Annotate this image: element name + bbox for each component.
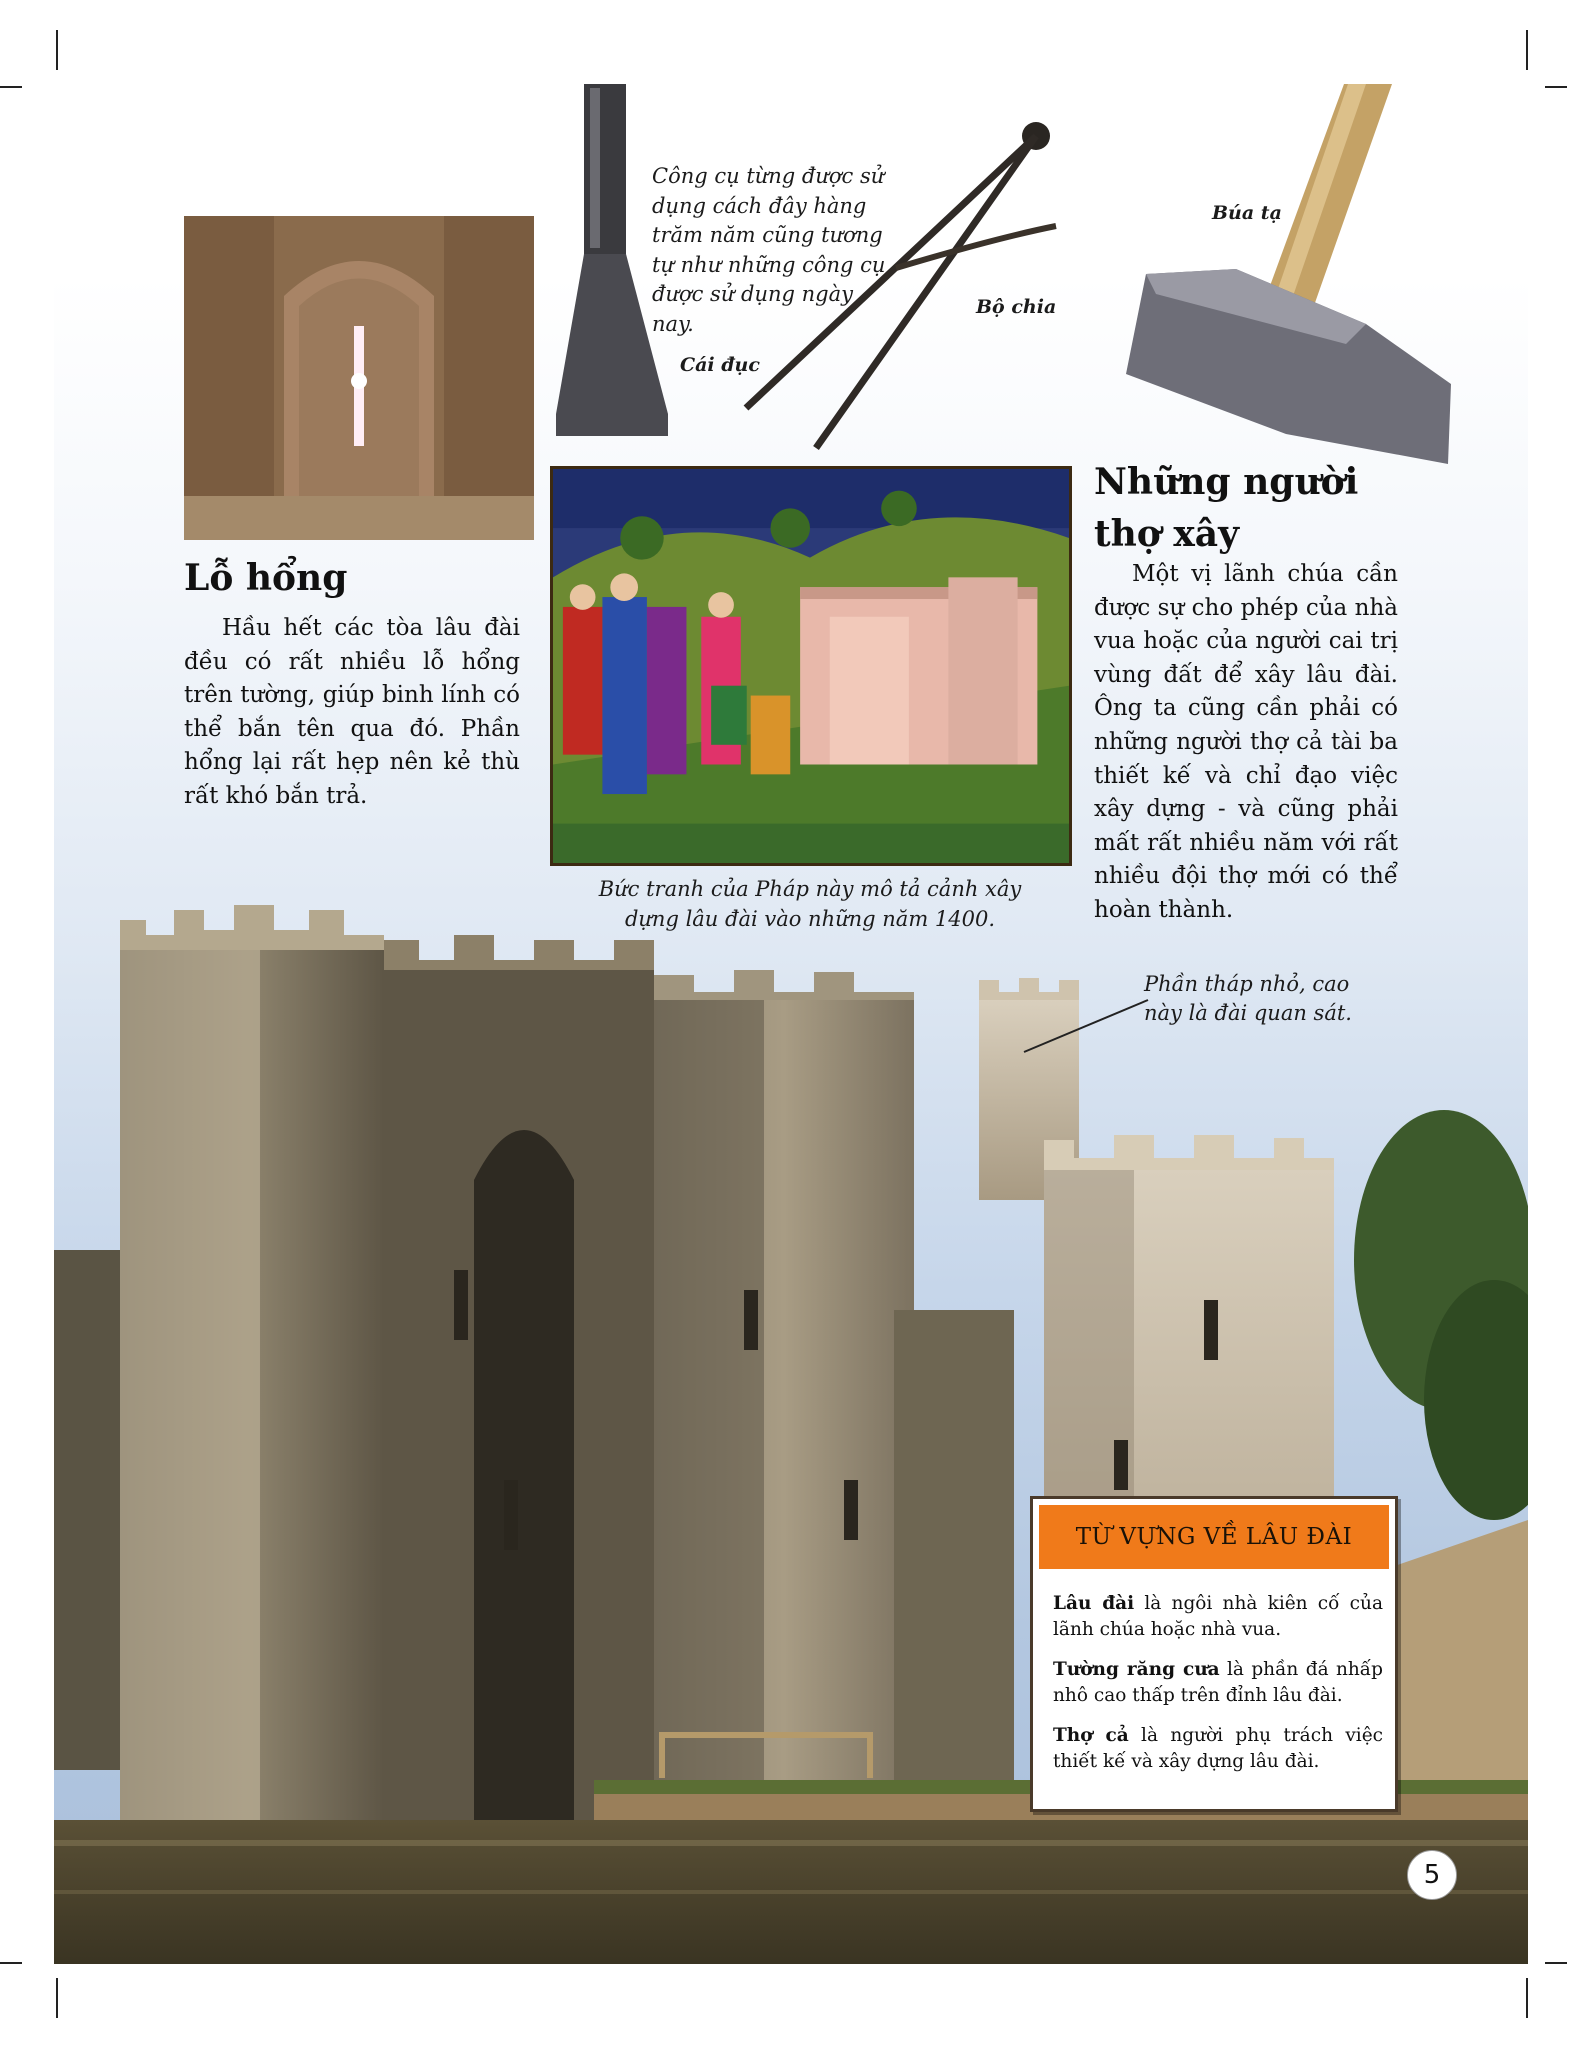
vocabulary-box xyxy=(1030,1496,1398,1812)
arrow-slit-heading: Lỗ hổng xyxy=(184,557,348,599)
masons-text: Một vị lãnh chúa cần được sự cho phép của nhà vua hoặc của người cai trị vùng đất để xây lâu đài. Ông ta cũng cần phải có những người thợ cả tài ba thiết kế và chỉ đạo việc xây dựng - và cũng phải mất rất nhiều năm với rất nhiều đội thợ mới có thể hoàn thành. xyxy=(1094,561,1398,923)
crop-mark xyxy=(1545,86,1567,88)
vocabulary-definition: là phần đá nhấp nhô cao thấp trên đỉnh lâu đài. xyxy=(1053,1659,1383,1706)
vocabulary-term: Tường răng cưa xyxy=(1053,1659,1220,1680)
vocabulary-entry xyxy=(1053,1657,1383,1709)
dividers-label: Bộ chia xyxy=(976,296,1057,318)
vocabulary-term: Lâu đài xyxy=(1053,1593,1135,1614)
arrow-slit-text: Hầu hết các tòa lâu đài đều có rất nhiều lỗ hổng trên tường, giúp binh lính có thể bắn tên qua đó. Phần hổng lại rất hẹp nên kẻ thù rất khó bắn trả. xyxy=(184,615,520,809)
crop-mark xyxy=(1526,1978,1528,2018)
vocabulary-term: Thợ cả xyxy=(1053,1725,1129,1746)
crop-mark xyxy=(56,1978,58,2018)
watchtower-pointer xyxy=(1020,996,1150,1056)
masons-heading-line1: Những người xyxy=(1094,461,1359,503)
sledgehammer-icon xyxy=(1116,84,1456,464)
watchtower-caption-line1: Phần tháp nhỏ, cao xyxy=(1144,972,1350,996)
arrow-slit-photo xyxy=(184,216,534,540)
crop-mark xyxy=(0,86,22,88)
vocabulary-entry xyxy=(1053,1591,1383,1643)
crop-mark xyxy=(1545,1962,1567,1964)
painting-caption: Bức tranh của Pháp này mô tả cảnh xây dựng lâu đài vào những năm 1400. xyxy=(598,877,1022,931)
page-number: 5 xyxy=(1407,1850,1457,1900)
chisel-label: Cái đục xyxy=(680,354,760,376)
crop-mark xyxy=(56,30,58,70)
masons-heading-line2: thợ xây xyxy=(1094,513,1240,555)
watchtower-caption-line2: này là đài quan sát. xyxy=(1144,1001,1352,1025)
construction-painting xyxy=(550,466,1072,866)
vocabulary-entry xyxy=(1053,1723,1383,1775)
hammer-label: Búa tạ xyxy=(1212,202,1282,224)
masons-heading xyxy=(1094,456,1358,560)
crop-mark xyxy=(1526,30,1528,70)
vocabulary-title: TỪ VỰNG VỀ LÂU ĐÀI xyxy=(1039,1505,1389,1569)
vocabulary-definition: là người phụ trách việc thiết kế và xây dựng lâu đài. xyxy=(1053,1725,1384,1772)
tools-caption: Công cụ từng được sử dụng cách đây hàng trăm năm cũng tương tự như những công cụ được sử dụng ngày nay. xyxy=(652,164,886,336)
vocabulary-definition: là ngôi nhà kiên cố của lãnh chúa hoặc nhà vua. xyxy=(1053,1593,1383,1640)
crop-mark xyxy=(0,1962,22,1964)
watchtower-caption xyxy=(1144,970,1374,1028)
